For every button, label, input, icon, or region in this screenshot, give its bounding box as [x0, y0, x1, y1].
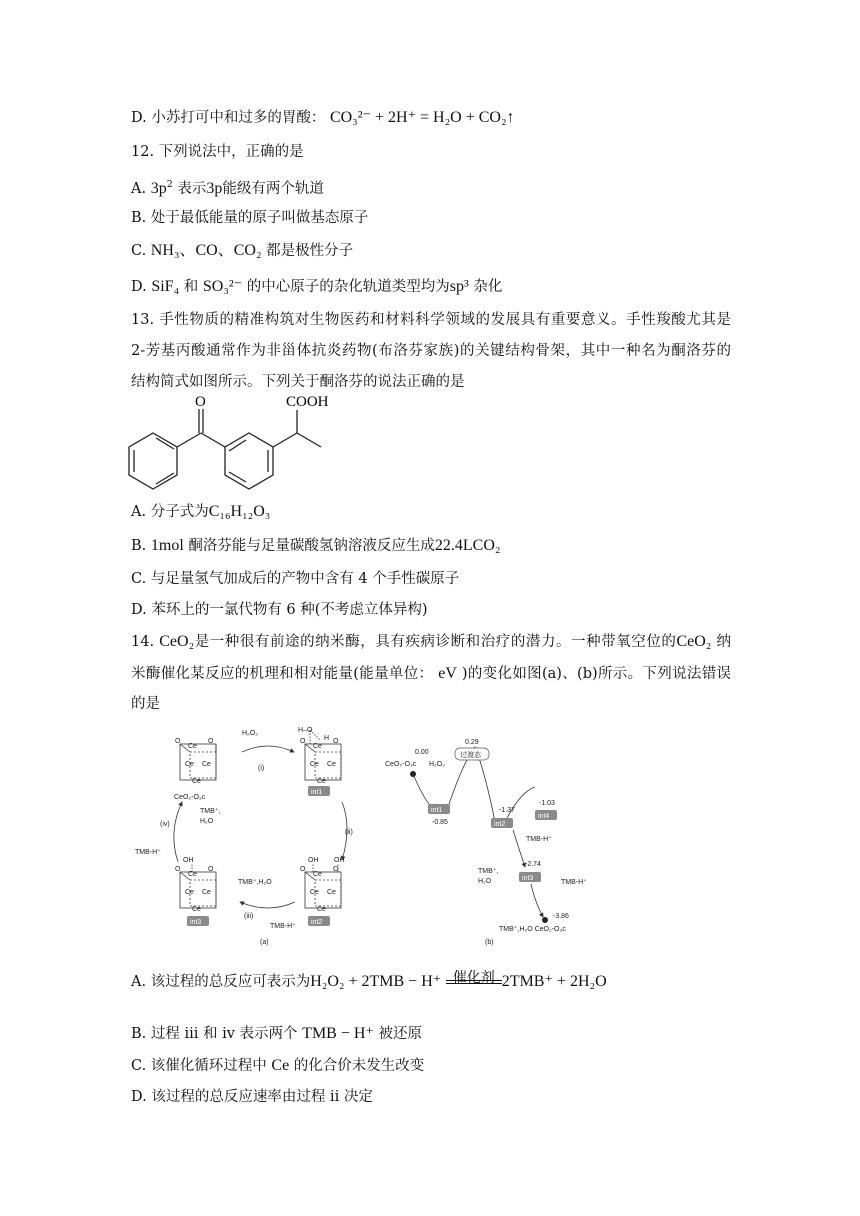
h-label: H: [324, 735, 330, 742]
catalyst-label: 催化剂: [452, 970, 495, 986]
q12-option-a: A. $3p^2$ 表示3p能级有两个轨道: [131, 179, 324, 197]
figure-b-caption: (b): [485, 939, 494, 946]
text: 被还原: [378, 1026, 422, 1042]
text: 和: [183, 279, 199, 295]
formula: 3p: [150, 179, 167, 197]
tmb-plus-label: TMB⁺,: [478, 868, 499, 875]
svg-text:O: O: [333, 866, 339, 873]
e2-label: -1.37: [499, 807, 515, 814]
formula: CeO₂: [676, 633, 712, 650]
int4-tag: int4: [538, 813, 550, 820]
svg-text:O: O: [208, 738, 214, 745]
text: 表示: [177, 180, 207, 197]
figure-a-caption: (a): [260, 939, 269, 946]
ceo2-start-label: CeO₂-O₃c: [385, 761, 417, 768]
q14-stem-line2: [131, 664, 731, 684]
formula: NH₃、CO、CO₂: [150, 242, 262, 259]
h2o-label: H₂O: [478, 878, 492, 885]
step-i-label: (i): [258, 765, 265, 772]
ketoprofen-structure: [125, 392, 365, 497]
text: 能级有两个轨道: [222, 180, 324, 197]
q14-stem-line1: [131, 632, 731, 652]
q14-option-b: [131, 1024, 422, 1044]
svg-text:Ce: Ce: [192, 906, 201, 913]
int3-tag: int3: [190, 919, 202, 926]
svg-text:O: O: [175, 738, 181, 745]
h2o2-label: H₂O₂: [429, 761, 445, 768]
ceo2-label: CeO₂-O₃c: [174, 794, 206, 801]
svg-text:Ce: Ce: [327, 889, 336, 896]
q12-option-b: B. 处于最低能量的原子叫做基态原子: [131, 210, 369, 226]
e4-label: -1.03: [539, 800, 555, 807]
svg-text:O: O: [175, 866, 181, 873]
q14-stem-line3: 的是: [131, 696, 160, 712]
formula: H₂O₂ + 2TMB − H⁺: [310, 973, 442, 990]
ts-label: 过渡态: [460, 752, 481, 759]
text: 的中心原子的杂化轨道类型均为: [246, 279, 450, 295]
int2-tag: int2: [311, 919, 323, 926]
text: 都是极性分子: [266, 243, 354, 259]
svg-text:Ce: Ce: [310, 761, 319, 768]
q11-option-d: [131, 108, 515, 128]
formula: 2TMB⁺ + 2H₂O: [501, 973, 607, 990]
q12-option-c: [131, 241, 353, 261]
final-products-label: TMB⁺,H₂O CeO₂-O₃c: [499, 926, 566, 933]
formula: eV: [438, 665, 457, 682]
tmb-plus-label: TMB⁺,: [200, 808, 221, 815]
int3-tag: int3: [522, 875, 534, 882]
ts-energy-label: 0.29: [465, 739, 479, 746]
option-label: C.: [131, 243, 147, 259]
svg-text:O: O: [300, 738, 306, 745]
svg-text:O: O: [208, 866, 214, 873]
figure-a-mechanism: [130, 722, 380, 952]
q14-option-d: D. 该过程的总反应速率由过程 ii 决定: [131, 1089, 373, 1105]
q13-stem-line1: 13. 手性物质的精准构筑对生物医药和材料科学领域的发展具有重要意义。手性羧酸尤其是: [131, 312, 731, 328]
e1-label: -0.85: [432, 819, 448, 826]
q11-option-d-text: D. 小苏打可中和过多的胃酸：: [131, 110, 326, 126]
svg-text:O: O: [300, 866, 306, 873]
q13-option-c: C. 与足量氢气加成后的产物中含有 4 个手性碳原子: [131, 571, 460, 587]
carbonyl-oxygen: O: [195, 394, 206, 410]
q13-option-a: [131, 502, 270, 522]
formula: sp³: [449, 278, 469, 295]
formula: Ce: [271, 1057, 290, 1074]
q13-stem-line3: 结构简式如图所示。下列关于酮洛芬的说法正确的是: [131, 374, 465, 390]
formula: 22.4LCO₂: [434, 537, 501, 554]
q11-option-d-formula: CO₃²⁻ + 2H⁺ = H₂O + CO₂↑: [329, 109, 515, 126]
h2o2-label: H₂O₂: [242, 730, 258, 737]
text: C. 该催化循环过程中: [131, 1058, 267, 1074]
text: B. 过程 iii 和 iv 表示两个: [131, 1026, 298, 1042]
svg-text:Ce: Ce: [202, 889, 211, 896]
text: 纳: [716, 634, 732, 650]
e3-label: -2.74: [525, 861, 541, 868]
svg-text:Ce: Ce: [188, 871, 197, 878]
formula: 3p: [206, 179, 223, 197]
oh-label-3: OH: [334, 857, 345, 864]
q13-stem: [131, 305, 731, 398]
step-ii-label: (ii): [345, 829, 353, 836]
svg-text:O: O: [333, 738, 339, 745]
tmb-h2o-label: TMB⁺,H₂O: [238, 879, 272, 886]
q12-stem: 12. 下列说法中，正确的是: [131, 144, 304, 160]
tmbh-label: TMB-H⁺: [135, 849, 161, 856]
svg-text:Ce: Ce: [313, 743, 322, 750]
option-label: A.: [131, 180, 147, 197]
figure-b-energy-profile: [385, 732, 605, 950]
q13-option-d: D. 苯环上的一氯代物有 6 种(不考虑立体异构): [131, 602, 428, 618]
svg-text:Ce: Ce: [313, 871, 322, 878]
svg-text:Ce: Ce: [202, 761, 211, 768]
q13-option-b: [131, 536, 500, 556]
step-iii-label: (iii): [244, 913, 254, 920]
option-label: B.: [131, 538, 147, 554]
q14-option-c: [131, 1056, 424, 1076]
svg-text:Ce: Ce: [317, 906, 326, 913]
h2o-label: H₂O: [200, 818, 214, 825]
option-label: D.: [131, 279, 147, 295]
int2-tag: int2: [494, 821, 506, 828]
formula: SiF₄: [151, 278, 180, 295]
svg-text:Ce: Ce: [185, 761, 194, 768]
text: 米酶催化某反应的机理和相对能量(能量单位：: [131, 666, 434, 682]
text: 的化合价未发生改变: [293, 1058, 425, 1074]
tmbh-label-2: TMB-H⁺: [561, 879, 587, 886]
oh-label: OH: [183, 857, 194, 864]
text: 酮洛芬能与足量碳酸氢钠溶液反应生成: [188, 538, 435, 554]
tmbh-label-2: TMB-H⁺: [270, 923, 296, 930]
hoo-label: H–O: [298, 727, 313, 734]
svg-text:Ce: Ce: [185, 889, 194, 896]
int1-tag: int1: [431, 807, 443, 814]
svg-text:Ce: Ce: [188, 743, 197, 750]
text: )的变化如图(a)、(b)所示。下列说法错误: [461, 666, 732, 682]
svg-text:Ce: Ce: [317, 778, 326, 785]
svg-text:Ce: Ce: [192, 778, 201, 785]
oh-label-2: OH: [308, 857, 319, 864]
q13-stem-line2: 2-芳基丙酸通常作为非甾体抗炎药物(布洛芬家族)的关键结构骨架，其中一种名为酮洛芬的: [131, 343, 731, 359]
formula: C₁₆H₁₂O₃: [208, 503, 271, 520]
tmbh-label-1: TMB-H⁺: [526, 836, 552, 843]
q12-option-d: [131, 277, 502, 297]
text: 是一种很有前途的纳米酶，具有疾病诊断和治疗的潜力。一种带氧空位的: [194, 634, 677, 650]
int1-tag: int1: [311, 789, 323, 796]
step-iv-label: (iv): [160, 821, 170, 828]
text: A. 该过程的总反应可表示为: [131, 974, 311, 990]
e5-label: -3.86: [553, 913, 569, 920]
svg-text:Ce: Ce: [327, 761, 336, 768]
formula: TMB − H⁺: [302, 1025, 374, 1042]
formula: CeO₂: [159, 633, 195, 650]
formula: SO₃²⁻: [202, 278, 243, 295]
text: A. 分子式为: [131, 504, 209, 520]
svg-text:Ce: Ce: [310, 889, 319, 896]
e0-label: 0.00: [415, 749, 429, 756]
carboxyl-group: COOH: [286, 394, 329, 410]
formula: 1mol: [150, 537, 184, 554]
q-number: 14.: [131, 634, 155, 650]
q14-option-a: [131, 972, 607, 1004]
text: 杂化: [473, 279, 503, 295]
